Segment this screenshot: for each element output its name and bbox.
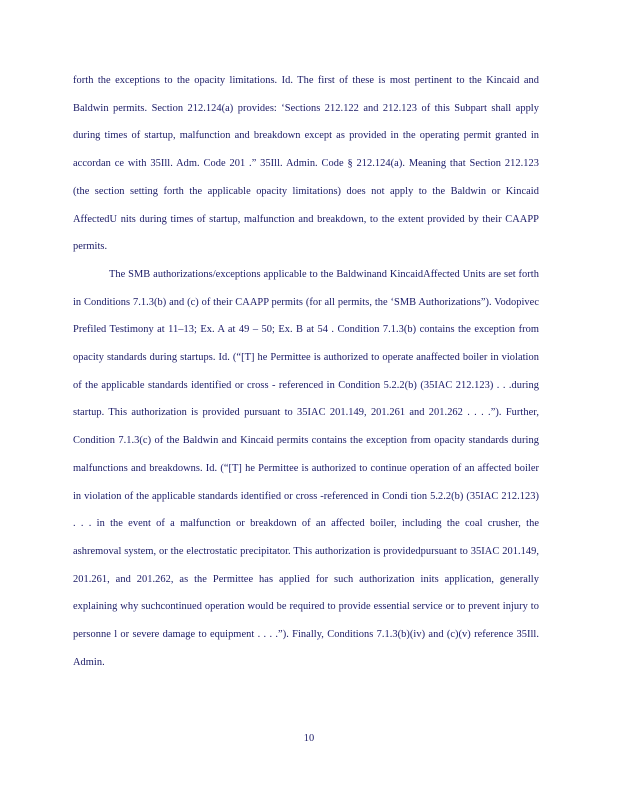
paragraph-smb-authorizations: The SMB authorizations/exceptions applicable to the Baldwinand KincaidAffected Units are set forth in Conditions 7.1.3(b) and (c) of their CAAPP permits (for all permits, the ‘SMB Authorizations”). Vodopivec Prefiled Testimony at 11–13; Ex. A at 49 – 50; Ex. B at 54 . Condition 7.1.3(b) contains the exception from opacity standards during startups. Id. (“[T] he Permittee is authorized to operate anaffected boiler in violation of the applicable standards identified or cross - referenced in Condition 5.2.2(b) (35IAC 212.123) . . .during startup. This authorization is provided pursuant to 35IAC 201.149, 201.261 and 201.262 . . . .”). Further, Condition 7.1.3(c) of the Baldwin and Kincaid permits contains the exception from opacity standards during malfunctions and breakdowns. Id. (“[T] he Permittee is authorized to continue operation of an affected boiler in violation of the applicable standards identified or cross -referenced in Condi tion 5.2.2(b) (35IAC 212.123) . . . in the event of a malfunction or breakdown of an affected boiler, including the coal crusher, the ashremoval system, or the electrostatic precipitator. This authorization is providedpursuant to 35IAC 201.149, 201.261, and 201.262, as the Permittee has applied for such authorization inits application, generally explaining why suchcontinued operation would be required to provide essential service or to prevent injury to personne l or severe damage to equipment . . . .”). Finally, Conditions 7.1.3(b)(iv) and (c)(v) reference 35Ill. Admin. (73, 268, 539, 668)
paragraph-continuation: forth the exceptions to the opacity limitations. Id. The first of these is most pertinent to the Kincaid and Baldwin permits. Section 212.124(a) provides: ‘Sections 212.122 and 212.123 of this Subpart shall apply during times of startup, malfunction and breakdown except as provided in the operating permit granted in accordan ce with 35Ill. Adm. Code 201 .” 35Ill. Admin. Code § 212.124(a). Meaning that Section 212.123 (the section setting forth the applicable opacity limitations) does not apply to the Baldwin or Kincaid AffectedU nits during times of startup, malfunction and breakdown, to the extent provided by their CAAPP permits. (73, 75, 539, 253)
document-body (73, 67, 539, 676)
page-number: 10 (303, 733, 315, 744)
